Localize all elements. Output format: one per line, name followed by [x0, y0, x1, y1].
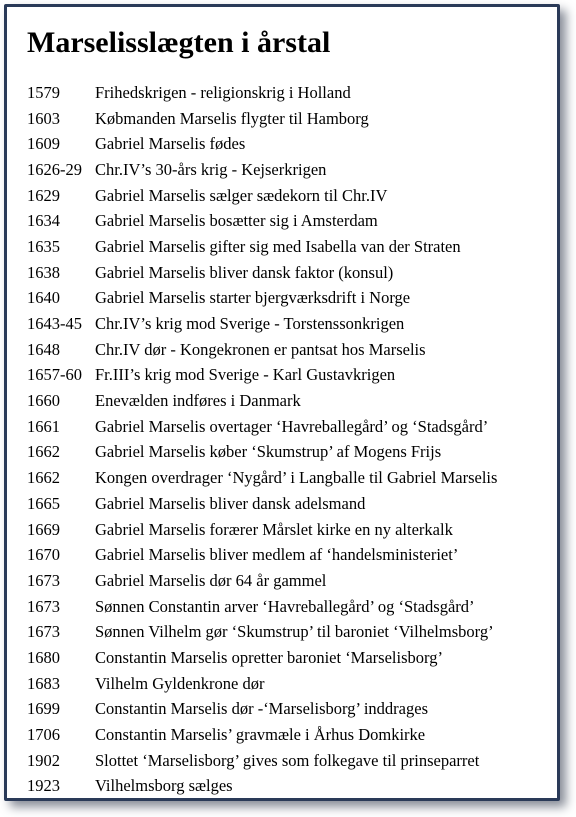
timeline-year: 1579 [27, 82, 60, 102]
timeline-event: Frihedskrigen - religionskrig i Holland [95, 82, 351, 102]
timeline-row [27, 80, 497, 106]
timeline-year: 1648 [27, 339, 60, 359]
timeline-row [27, 440, 497, 466]
timeline-row [27, 286, 497, 312]
timeline-row [27, 208, 497, 234]
timeline-row [27, 465, 497, 491]
timeline-row [27, 157, 497, 183]
timeline-row [27, 414, 497, 440]
timeline-event: Constantin Marselis dør -‘Marselisborg’ inddrages [95, 699, 428, 719]
timeline-event: Gabriel Marselis gifter sig med Isabella van der Straten [95, 236, 461, 256]
timeline-event: Vilhelmsborg sælges [95, 776, 233, 796]
timeline-row [27, 106, 497, 132]
timeline-year: 1662 [27, 442, 60, 462]
timeline-row [27, 568, 497, 594]
timeline-year: 1657-60 [27, 365, 82, 385]
timeline-year: 1673 [27, 570, 60, 590]
timeline-year: 1660 [27, 391, 60, 411]
timeline-year: 1661 [27, 416, 60, 436]
timeline-list [27, 80, 497, 799]
timeline-year: 1706 [27, 725, 60, 745]
timeline-event: Chr.IV’s krig mod Sverige - Torstenssonkrigen [95, 314, 405, 334]
timeline-event: Sønnen Vilhelm gør ‘Skumstrup’ til baroniet ‘Vilhelmsborg’ [95, 622, 494, 642]
timeline-year: 1626-29 [27, 159, 82, 179]
timeline-row [27, 363, 497, 389]
timeline-year: 1923 [27, 776, 60, 796]
timeline-event: Gabriel Marselis bliver dansk adelsmand [95, 493, 366, 513]
timeline-row [27, 311, 497, 337]
timeline-year: 1638 [27, 262, 60, 282]
timeline-event: Gabriel Marselis bosætter sig i Amsterdam [95, 211, 378, 231]
timeline-year: 1629 [27, 185, 60, 205]
timeline-event: Chr.IV dør - Kongekronen er pantsat hos Marselis [95, 339, 426, 359]
timeline-year: 1609 [27, 134, 60, 154]
timeline-event: Gabriel Marselis overtager ‘Havreballegård’ og ‘Stadsgård’ [95, 416, 489, 436]
timeline-row [27, 517, 497, 543]
timeline-event: Enevælden indføres i Danmark [95, 391, 301, 411]
timeline-year: 1662 [27, 468, 60, 488]
timeline-event: Gabriel Marselis bliver dansk faktor (konsul) [95, 262, 394, 282]
timeline-row [27, 491, 497, 517]
timeline-year: 1643-45 [27, 314, 82, 334]
timeline-year: 1603 [27, 108, 60, 128]
timeline-row [27, 131, 497, 157]
timeline-row [27, 542, 497, 568]
timeline-event: Fr.III’s krig mod Sverige - Karl Gustavkrigen [95, 365, 396, 385]
timeline-row [27, 388, 497, 414]
page-title: Marselisslægten i årstal [27, 26, 331, 59]
timeline-event: Gabriel Marselis forærer Mårslet kirke en ny alterkalk [95, 519, 453, 539]
timeline-year: 1902 [27, 750, 60, 770]
timeline-event: Vilhelm Gyldenkrone dør [95, 673, 265, 693]
timeline-year: 1673 [27, 622, 60, 642]
timeline-event: Gabriel Marselis bliver medlem af ‘handelsministeriet’ [95, 545, 459, 565]
timeline-event: Constantin Marselis’ gravmæle i Århus Domkirke [95, 725, 426, 745]
timeline-year: 1669 [27, 519, 60, 539]
timeline-event: Constantin Marselis opretter baroniet ‘Marselisborg’ [95, 647, 443, 667]
timeline-row [27, 183, 497, 209]
timeline-event: Chr.IV’s 30-års krig - Kejserkrigen [95, 159, 327, 179]
timeline-card [4, 4, 560, 801]
timeline-year: 1640 [27, 288, 60, 308]
timeline-event: Gabriel Marselis køber ‘Skumstrup’ af Mogens Frijs [95, 442, 442, 462]
timeline-year: 1665 [27, 493, 60, 513]
timeline-row [27, 748, 497, 774]
timeline-row [27, 774, 497, 800]
timeline-event: Gabriel Marselis sælger sædekorn til Chr.IV [95, 185, 388, 205]
timeline-event: Gabriel Marselis starter bjergværksdrift i Norge [95, 288, 411, 308]
timeline-year: 1680 [27, 647, 60, 667]
timeline-row [27, 722, 497, 748]
timeline-event: Slottet ‘Marselisborg’ gives som folkegave til prinseparret [95, 750, 480, 770]
timeline-event: Gabriel Marselis dør 64 år gammel [95, 570, 327, 590]
timeline-event: Sønnen Constantin arver ‘Havreballegård’ og ‘Stadsgård’ [95, 596, 475, 616]
timeline-year: 1634 [27, 211, 60, 231]
timeline-year: 1683 [27, 673, 60, 693]
timeline-row [27, 697, 497, 723]
timeline-row [27, 645, 497, 671]
timeline-row [27, 337, 497, 363]
timeline-row [27, 671, 497, 697]
timeline-year: 1670 [27, 545, 60, 565]
timeline-row [27, 594, 497, 620]
timeline-row [27, 619, 497, 645]
timeline-year: 1635 [27, 236, 60, 256]
timeline-row [27, 234, 497, 260]
timeline-event: Gabriel Marselis fødes [95, 134, 246, 154]
timeline-year: 1673 [27, 596, 60, 616]
timeline-row [27, 260, 497, 286]
timeline-event: Købmanden Marselis flygter til Hamborg [95, 108, 369, 128]
timeline-year: 1699 [27, 699, 60, 719]
timeline-event: Kongen overdrager ‘Nygård’ i Langballe til Gabriel Marselis [95, 468, 498, 488]
